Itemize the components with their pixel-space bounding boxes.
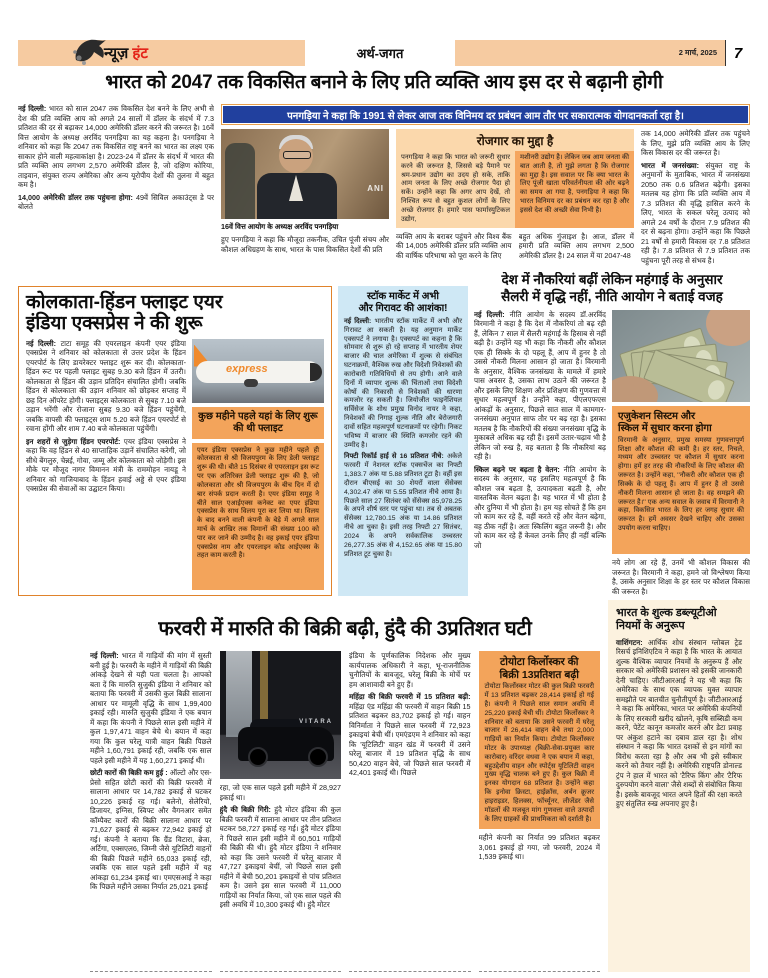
jobs-continuation: नये लोग आ रहे हैं, उनमें भी कौशल विकास की जरूरत है। विरमानी ने कहा, हमने जो विश्लेषण किया है, उसके अनुसार शिक्षा के हर स्तर पर कौशल विकास की जरूरत है। xyxy=(612,558,750,596)
lead-subhead-bar: पनगड़िया ने कहा कि 1991 से लेकर आज तक विनिमय दर प्रबंधन आम तौर पर सकारात्मक योगदानकर्ता रहा है। xyxy=(221,104,750,125)
lead-right-area xyxy=(221,104,750,284)
hand-shape xyxy=(706,310,750,346)
airline-story-box xyxy=(18,286,332,596)
section-title xyxy=(305,40,455,66)
wto-headline: भारत के शुल्क डब्ल्यूटीओ नियमों के अनुरूप xyxy=(616,607,717,633)
employment-box-left: पनगड़िया ने कहा कि भारत को जरूरी सुधार करने की जरूरत है, जिससे बड़े पैमाने पर श्रम-प्रधान उद्योग का उदय हो सके, ताकि आम जनता के लिए अच्छे रोजगार पैदा हो सकें। उन्होंने कहा कि अगर आप देखें, तो निश्चित रूप से बहुत कुशल लोगों के लिए अच्छे रोजगार हैं। हमारे पास फार्मास्युटिकल उद्योग, xyxy=(401,154,510,223)
masthead-date xyxy=(455,40,725,66)
jobs-story xyxy=(474,272,750,596)
dateline: वाशिंगटन: xyxy=(616,637,643,647)
middle-row xyxy=(18,272,750,596)
plane-engine-shape xyxy=(244,379,258,387)
stock-box-title: स्टॉक मार्केट में अभी और गिरावट की आशंका! xyxy=(358,291,448,314)
lead-right-row xyxy=(221,129,750,284)
paper-name xyxy=(104,43,148,63)
page-number-box xyxy=(725,40,750,66)
auto-sales-story xyxy=(18,600,600,972)
employment-box-title: रोजगार का मुद्दा है xyxy=(476,134,554,148)
auto-col-2: VITARA रहा, जो एक साल पहले इसी महीने में 28,927 इकाई था। हुंदै की बिक्री गिरी: हुंदै मोटर इंडिया की कुल बिक्री फरवरी में सालाना आधार पर तीन प्रतिशत घटकर 58,727 इकाई रह गई। हुंदै मोटर इंडिया ने पिछले साल इसी महीने में 60,501 गाड़ियों की बिक्री की थी। हुंदै मोटर इंडिया ने शनिवार को कहा कि उसने फरवरी में घरेलू बाजार में 47,727 इकाइयां बेचीं, जो पिछले साल इसी महीने में बेची 50,201 इकाइयों से पांच प्रतिशत कम है। उसने इस साल फरवरी में 11,000 गाड़ियों का निर्यात किया, जो एक साल पहले की इसी अवधि में 10,300 इकाई थी। हुंदै मोटर xyxy=(220,651,342,972)
auto-col-4 xyxy=(479,651,601,972)
bottom-row xyxy=(18,600,750,972)
wto-body: वाशिंगटन: आर्थिक शोध संस्थान ग्लोबल ट्रेड रिसर्च इनिशिएटिव ने कहा है कि भारत के आयात शुल्क वैश्विक व्यापार नियमों के अनुरूप हैं और सरकार को अमेरिकी प्रशासन को इसकी जानकारी देनी चाहिए। जीटीआरआई ने यह भी कहा कि अमेरिका के साथ एक व्यापक मुक्त व्यापार समझौते पर बातचीत चुनौतीपूर्ण है। जीटीआरआई ने कहा कि अमेरिका, भारत पर अमेरिकी कंपनियों के लिए सरकारी खरीद खोलने, कृषि सब्सिडी कम करने, पेटेंट कानून कमजोर करने और डेटा प्रवाह पर अंकुश हटाने का दबाव डाल रहा है। शोध संस्थान ने कहा कि भारत दशकों से इन मांगों का विरोध करता रहा है और अब भी इसे स्वीकार करने को तैयार नहीं है। अमेरिकी राष्ट्रपति डोनाल्ड ट्रंप ने हाल में भारत को 'टैरिफ किंग' और 'टैरिफ दुरुपयोग करने वाला' जैसे शब्दों से संबोधित किया है। इसके बावजूद भारत अपने हितों की रक्षा करते हुए संतुलित रुख अपनाए हुए है। xyxy=(616,637,742,809)
jobs-body-row xyxy=(474,310,750,596)
airline-right-col xyxy=(192,339,324,590)
under-box-right: बहुत अधिक गुंजाइश है। आज, डॉलर में हमारी प्रति व्यक्ति आय लगभग 2,500 अमेरिकी डॉलर है। 24 साल में या 2047-48 xyxy=(518,231,634,260)
auto-sales-columns xyxy=(90,651,600,972)
education-box-body: विरमानी के अनुसार, प्रमुख समस्या गुणवत्तापूर्ण शिक्षा और कौशल की कमी है। हर स्तर, निचले, मध्यम और उच्चस्तर पर कौशल में सुधार करना होगा। हमें हर तरह की नौकरियों के लिए कौशल की जरूरत है। उन्होंने कहा, ''नौकरी और कौशल एक ही सिक्के के दो पहलू हैं। आप में हुनर है तो उससे नौकरी मिलना आसान हो जाता है। वह समझने की जरूरत है।'' एक अन्य सवाल के जवाब में विरमानी ने कहा, विकसित भारत के लिए हर जगह सुधार की जरूरत है। हमें अवसर देखने चाहिए और उसका उपयोग करना चाहिए। xyxy=(618,436,744,533)
toyota-box-body: टोयोटा किर्लोस्कर मोटर की कुल बिक्री फरवरी में 13 प्रतिशत बढ़कर 28,414 इकाई हो गई है। कंपनी ने पिछले साल समान अवधि में 25,220 इकाई बेची थीं। टोयोटा किर्लोस्कर ने शनिवार को बताया कि उसने फरवरी में घरेलू बाजार में 26,414 वाहन बेचे तथा 2,000 गाड़ियों का निर्यात किया। टोयोटा किर्लोस्कर मोटर के उपाध्यक्ष (बिक्री-सेवा-प्रयुक्त कार कारोबार) वरिंदर वधवा ने एक बयान में कहा, बहुउद्देशीय वाहन और स्पोर्ट्स यूटिलिटी वाहन मुख्य वृद्धि चालक बने हुए हैं। कुल बिक्री में इनका योगदान 68 प्रतिशत है। उन्होंने कहा कि इनोवा क्रिस्टा, हाईक्रॉस, अर्बन क्रूजर हाइराइडर, हिलक्स, फॉर्च्यूनर, लीजेंडर जैसे मॉडलों की मजबूत मांग गुणवत्ता वाले उत्पादों के लिए ग्राहकों की प्राथमिकता को दर्शाती है। xyxy=(484,683,594,823)
dateline: नई दिल्ली: xyxy=(474,309,505,319)
jobs-headline: देश में नौकरियां बढ़ीं लेकिन महंगाई के अनुसार सैलरी में वृद्धि नहीं, नीति आयोग ने बताई वजह xyxy=(501,272,723,304)
airplane-photo xyxy=(192,339,324,403)
car-wheel-shape xyxy=(248,747,268,767)
background-person xyxy=(225,143,255,219)
lead-col1 xyxy=(18,104,214,284)
lead-col1-p2: 14,000 अमेरिकी डॉलर तक पहुंचना होगा: 49वें सिविल अकाउंट्स डे पर बोलते xyxy=(18,192,214,211)
airline-text-col: नई दिल्ली: टाटा समूह की एयरलाइन कंपनी एयर इंडिया एक्सप्रेस ने शनिवार को कोलकाता से उत्तर प्रदेश के हिंडन एयरपोर्ट के लिए डायरेक्टर फ्लाइट शुरू कर दी। कोलकाता-हिंडन रूट पर पहली फ्लाइट सुबह 9.30 बजे हिंडन में उतरी। कोलकाता से हिंडन की उड़ान प्रतिदिन संचालित होगी। जबकि हिंडन से कोलकाता की उड़ान शनिवार को छोड़कर सप्ताह में छह दिन ऑपरेट होगी। फ्लाइट्स कोलकाता से सुबह 7.10 बजे उड़ान भरेंगी और रोजाना सुबह 9.30 बजे हिंडन पहुंचेंगी, जबकि वापसी की फ्लाइट्स शाम 5.20 बजे हिंडन एयरपोर्ट से रवाना होंगी और शाम 7.40 बजे कोलकाता पहुंचेंगी। इन शहरों से जुड़ेगा हिंडन एयरपोर्ट: एयर इंडिया एक्सप्रेस ने कहा कि वह हिंडन से 40 साप्ताहिक उड़ानें संचालित करेगी, जो सीधे बेंगलुरु, चेन्नई, गोवा, जम्मू और कोलकाता को जोड़ेगी। इस मौके पर मौजूद नागर विमानन मंत्री के राममोहन नायडू ने शनिवार को गाजियाबाद के हिंडन हवाई अड्डे से एयर इंडिया एक्सप्रेस की सेवाओं का उद्घाटन किया। xyxy=(26,338,186,494)
auto-col-1: नई दिल्ली: भारत में गाड़ियों की मांग में सुस्ती बनी हुई है। फरवरी के महीने में गाड़ियों की बिक्री आंकड़े देखने से यही पता चलता है। आपको बता दें कि मारुति सुजुकी इंडिया ने शनिवार को बताया कि फरवरी में उसकी कुल बिक्री सालाना आधार पर मामूली वृद्धि के साथ 1,99,400 इकाई रही। मारुति सुजुकी इंडिया ने एक बयान में कहा कि कंपनी ने पिछले साल इसी महीने में कुल 1,97,471 वाहन बेचे थे। बयान में कहा गया कि कुल घरेलू यात्री वाहन बिक्री पिछले महीने 1,60,791 इकाई रही, जबकि एक साल पहले इसी महीने में यह 1,60,271 इकाई थी। छोटी कारों की बिक्री कम हुई : ऑल्टो और एस-प्रेसो सहित छोटी कारों की बिक्री फरवरी में सालाना आधार पर 14,782 इकाई से घटकर 10,226 इकाई रह गई। बलेनो, सेलेरियो, डिजायर, इग्निस, स्विफ्ट और वैगनआर समेत कॉम्पैक्ट कारों की बिक्री सालाना आधार पर 71,627 इकाई से बढ़कर 72,942 इकाई हो गई। कंपनी ने बताया कि ग्रैंड विटारा, ब्रेजा, अर्टिगा, एक्सएल6, जिम्नी जैसे यूटिलिटी वाहनों की बिक्री पिछले महीने 65,033 इकाई रही, जबकि एक साल पहले इसी महीने में यह आंकड़ा 61,234 इकाई था। एमएसआई ने कहा कि पिछले महीने उसका निर्यात 25,021 इकाई xyxy=(90,651,212,972)
dashed-divider xyxy=(479,971,601,972)
car-showroom-photo xyxy=(220,651,342,779)
education-box-title: एजुकेशन सिस्टम और स्किल में सुधार करना होगा xyxy=(618,410,712,434)
masthead xyxy=(18,40,750,66)
dashed-divider xyxy=(349,971,471,972)
under-box-left: व्यक्ति आय के बराबर पहुंचने और विश्व बैंक की 14,005 अमेरिकी डॉलर प्रति व्यक्ति आय की वार्षिक परिभाषा को पूरा करने के लिए xyxy=(396,231,512,260)
currency-photo xyxy=(612,310,750,402)
airline-highlight-body: एयर इंडिया एक्सप्रेस ने कुछ महीने पहले ही कोलकाता से श्री विजयपुरम के लिए डेली फ्लाइट शुरू की थी। बीते 15 दिसंबर से एयरलाइन इस रूट पर एक अतिरिक्त डेली फ्लाइट शुरू की है, जो कोलकाता और श्री विजयपुरम के बीच दिन में दो बार संपर्क प्रदान करती है। एयर इंडिया समूह ने बीते साल एआईएक्स कनेक्ट का एयर इंडिया एक्सप्रेस के साथ विलय पूरा कर लिया था। विलय के बाद बनने वाली कंपनी के बेड़े में अगले साल मार्च के आखिर तक विमानों की संख्या 100 को पार कर जाने की उम्मीद है। वह इकाई एयर इंडिया एक्सप्रेस नाम और एयरलाइन कोड आईएक्स के तहत काम करती है। xyxy=(192,443,324,590)
auto-col-3: इंडिया के पूर्णकालिक निदेशक और मुख्य कार्यपालक अधिकारी ने कहा, भू-राजनीतिक चुनौतियों के बावजूद, घरेलू बिक्री के मोर्चे पर हम आशावादी बने हुए हैं। महिंद्रा की बिक्री फरवरी में 15 प्रतिशत बढ़ी: महिंद्रा एंड महिंद्रा की फरवरी में वाहन बिक्री 15 प्रतिशत बढ़कर 83,702 इकाई हो गई। वाहन विनिर्माता ने पिछले साल फरवरी में 72,923 इकाइयां बेची थीं। एमएंडएम ने शनिवार को कहा कि 'यूटिलिटी' वाहन खंड में फरवरी में उसने घरेलू बाजार में 19 प्रतिशत वृद्धि के साथ 50,420 वाहन बेचे, जो पिछले साल फरवरी में 42,401 इकाई थी। पिछले xyxy=(349,651,471,972)
education-box xyxy=(612,406,750,554)
issue-date: 2 मार्च, 2025 xyxy=(678,48,717,57)
dashed-divider xyxy=(220,971,342,972)
toyota-box xyxy=(479,651,601,829)
toyota-box-title: टोयोटा किर्लोस्कर की बिक्री 13प्रतिशत बढ़ी xyxy=(499,656,579,681)
plane-brand-text: express xyxy=(226,362,268,375)
eagle-logo-icon xyxy=(72,34,108,68)
lead-col2-text: हुए पनगड़िया ने कहा कि मौजूदा तकनीक, उचित पूंजी संचय और कौशल अधिग्रहण के साथ, भारत के पास विकसित देशों की प्रति xyxy=(221,235,389,254)
lead-col1-p1: नई दिल्ली: भारत को साल 2047 तक विकसित देश बनने के लिए अभी से देश की प्रति व्यक्ति आय को अगले 24 सालों में डॉलर के संदर्भ में 7.3 प्रतिशत की दर से बढ़ाकर 14,000 अमेरिकी डॉलर करने की जरूरत है। 16वें वित्त आयोग के अध्यक्ष अरविंद पनगड़िया का यह कहना है। पनगड़िया ने शनिवार को कहा कि 2047 तक विकसित राष्ट्र बनने का भारत का लक्ष्य एक साकार होने वाली महत्वाकांक्षा है। 2023-24 में डॉलर के संदर्भ में भारत की प्रति व्यक्ति आय लगभग 2,570 अमेरिकी डॉलर है, जो दक्षिण कोरिया, ताइवान, संयुक्त राज्य अमेरिका और अन्य यूरोपीय देशों की तुलना में बहुत कम है। xyxy=(18,104,214,189)
employment-column xyxy=(396,129,634,284)
wto-story-panel xyxy=(608,600,750,972)
airline-highlight-title: कुछ महीने पहले यहां के लिए शुरू की थी फ्लाइट xyxy=(192,407,324,439)
panagariya-photo xyxy=(221,129,389,219)
dashed-divider xyxy=(90,971,212,972)
car-wheel-shape xyxy=(308,747,328,767)
glasses-shape xyxy=(283,151,311,159)
dateline: नई दिल्ली: xyxy=(90,651,119,660)
paper-name-black: न्यूज़ xyxy=(104,45,129,62)
masthead-left xyxy=(18,40,305,66)
jobs-text-col: नई दिल्ली: नीति आयोग के सदस्य डॉ.अरविंद विरमानी ने कहा है कि देश में नौकरियां तो बढ़ रही हैं, लेकिन 7 साल में सैलरी महंगाई के हिसाब से नहीं बढ़ी है। उन्होंने यह भी कहा कि नौकरी और कौशल एक ही सिक्के के दो पहलू हैं, आप में हुनर है तो उससे नौकरी मिलना आसान हो जाता है। विरमानी के अनुसार, वैश्विक जनसंख्या के मामले में हमारे पास अवसर है, उसका लाभ उठाने की जरूरत है और इसके लिए शिक्षण और प्रशिक्षण की गुणवत्ता में सुधार महत्वपूर्ण है। उन्होंने कहा, पीएलएफएस आंकड़ों के अनुसार, पिछले सात साल में कामगार-जनसंख्या अनुपात साफ तौर पर बढ़ रहा है। इसका मतलब है कि नौकरियों की संख्या जनसंख्या वृद्धि के मुकाबले अधिक बढ़ रही हैं। इसमें उतार-चढ़ाव भी है लेकिन जो रुख है, वह बताता है कि नौकरियां बढ़ रही है। स्किल बढ़ने पर बढ़ता है वेतन: नीति आयोग के सदस्य के अनुसार, यह इसलिए महत्वपूर्ण है कि कौशल जब बढ़ता है, उत्पादकता बढ़ती है, और वास्तविक वेतन बढ़ता है। यह भारत में भी होता है और दुनिया में भी होता है। हम यह सोचते हैं कि हम जो काम कर रहे हैं, वहीं करते रहें और वेतन बढ़ेगा, वह ठीक नहीं है। अतः स्किलिंग बहुत जरूरी है। और जो काम कर रहे हैं केवल उनके लिए ही नहीं बल्कि जो xyxy=(474,309,606,550)
dateline: नई दिल्ली: xyxy=(26,338,57,348)
dateline: नई दिल्ली: xyxy=(18,104,47,113)
paper-name-red: हंट xyxy=(128,45,148,62)
dateline: नई दिल्ली: xyxy=(344,318,372,325)
section-name: अर्थ-जगत xyxy=(356,46,404,61)
photo-caption: 16वें वित्त आयोग के अध्यक्ष अरविंद पनगड़िया xyxy=(221,222,339,231)
airline-body-row xyxy=(26,339,324,590)
plane-nose-shape xyxy=(310,363,322,381)
employment-box xyxy=(396,129,634,228)
stock-market-box xyxy=(338,286,468,596)
car-badge-text: VITARA xyxy=(299,719,333,725)
employment-box-right: मशीनरी उद्योग है। लेकिन जब आम जनता की बात आती है, तो मुझे लगता है कि रोजगार का मुद्दा है। इस सवाल पर कि क्या भारत के लिए पूंजी खाता परिवर्तनीयता की ओर बढ़ने का समय आ गया है, पनगड़िया ने कहा कि भारत विनिमय दर का प्रबंधन कर रहा है और इससे देश की अच्छी सेवा निभी है। xyxy=(515,151,634,228)
airline-headline: कोलकाता-हिंडन फ्लाइट एयर इंडिया एक्सप्रेस ने की शुरू xyxy=(26,292,223,335)
auto-sales-headline: फरवरी में मारुति की बिक्री बढ़ी, हुंदै की 3प्रतिशत घटी xyxy=(158,618,532,640)
page-number: 7 xyxy=(733,44,743,62)
showroom-light-shape xyxy=(226,651,252,737)
lead-story xyxy=(18,104,750,284)
lead-col5: तक 14,000 अमेरिकी डॉलर तक पहुंचने के लिए, मुझे प्रति व्यक्ति आय के लिए किस विकास दर की जरूरत है। भारत में जनसंख्या: संयुक्त राष्ट्र के अनुमानों के मुताबिक, भारत में जनसंख्या 2050 तक 0.6 प्रतिशत बढ़ेगी। इसका मतलब यह होगा कि प्रति व्यक्ति आय में 7.3 प्रतिशत की वृद्धि हासिल करने के लिए, भारत के सकल घरेलू उत्पाद को अगले 24 वर्षों के दौरान 7.9 प्रतिशत की दर से बढ़ना होगा। उन्होंने कहा कि पिछले 21 वर्षों से हमारी विकास दर 7.8 प्रतिशत रही है। 7.8 प्रतिशत से 7.9 प्रतिशत तक पहुंचना पूरी तरह से संभव है। xyxy=(641,129,750,265)
stock-box-body: नई दिल्ली: भारतीय स्टॉक मार्केट में अभी और गिरावट आ सकती है। यह अनुमान मार्केट एक्सपर्ट ने लगाया है। एक्सपर्ट का कहना है कि सोमवार से शुरू हो रहे सप्ताह में भारतीय शेयर बाजार की चाल अमेरिका में शुल्क से संबंधित घटनाक्रमों, वैश्विक रुख और विदेशी निवेशकों की कारोबारी गतिविधियों से तय होगी। आने वाले दिनों में व्यापार शुल्क की चिंताओं तथा विदेशी कोषों की निकासी से निवेशकों की धारणा कमजोर रह सकती है। जियोजीत फाइनेंशियल सर्विसेज के शोध प्रमुख विनोद नायर ने कहा, निवेशकों की निगाह शुल्क नीति और बेरोजगारी दावों सहित महत्वपूर्ण घटनाक्रमों पर रहेगी। निकट भविष्य में बाजार की स्थिति कमजोर रहने की उम्मीद है। निफ्टी रिकॉर्ड हाई से 16 प्रतिशत नीचे: अकेले फरवरी में नेशनल स्टॉक एक्सचेंज का निफ्टी 1,383.7 अंक या 5.88 प्रतिशत टूटा है। वहीं इस दौरान बीएसई का 30 शेयरों वाला सेंसेक्स 4,302.47 अंक या 5.55 प्रतिशत नीचे आया है। पिछले साल 27 सितंबर को सेंसेक्स 85,978.25 के अपने शीर्ष स्तर पर पहुंचा था। तब से अबतक सेंसेक्स 12,780.15 अंक या 14.86 प्रतिशत नीचे आ चुका है। इसी तरह निफ्टी 27 सितंबर, 2024 के अपने सर्वकालिक उच्चस्तर 26,277.35 अंक से 4,152.65 अंक या 15.80 प्रतिशत टूट चुका है। xyxy=(344,318,462,558)
auto-col-4-tail: महीने कंपनी का निर्यात 99 प्रतिशत बढ़कर 3,061 इकाई हो गया, जो फरवरी, 2024 में 1,539 इकाई था। xyxy=(478,833,600,862)
lead-headline: भारत को 2047 तक विकसित बनाने के लिए प्रति व्यक्ति आय इस दर से बढ़ानी होगी xyxy=(105,72,663,93)
employment-box-columns xyxy=(396,151,634,228)
jobs-right-col xyxy=(612,310,750,596)
photo-watermark: ANI xyxy=(367,184,384,193)
lead-photo-column xyxy=(221,129,389,284)
